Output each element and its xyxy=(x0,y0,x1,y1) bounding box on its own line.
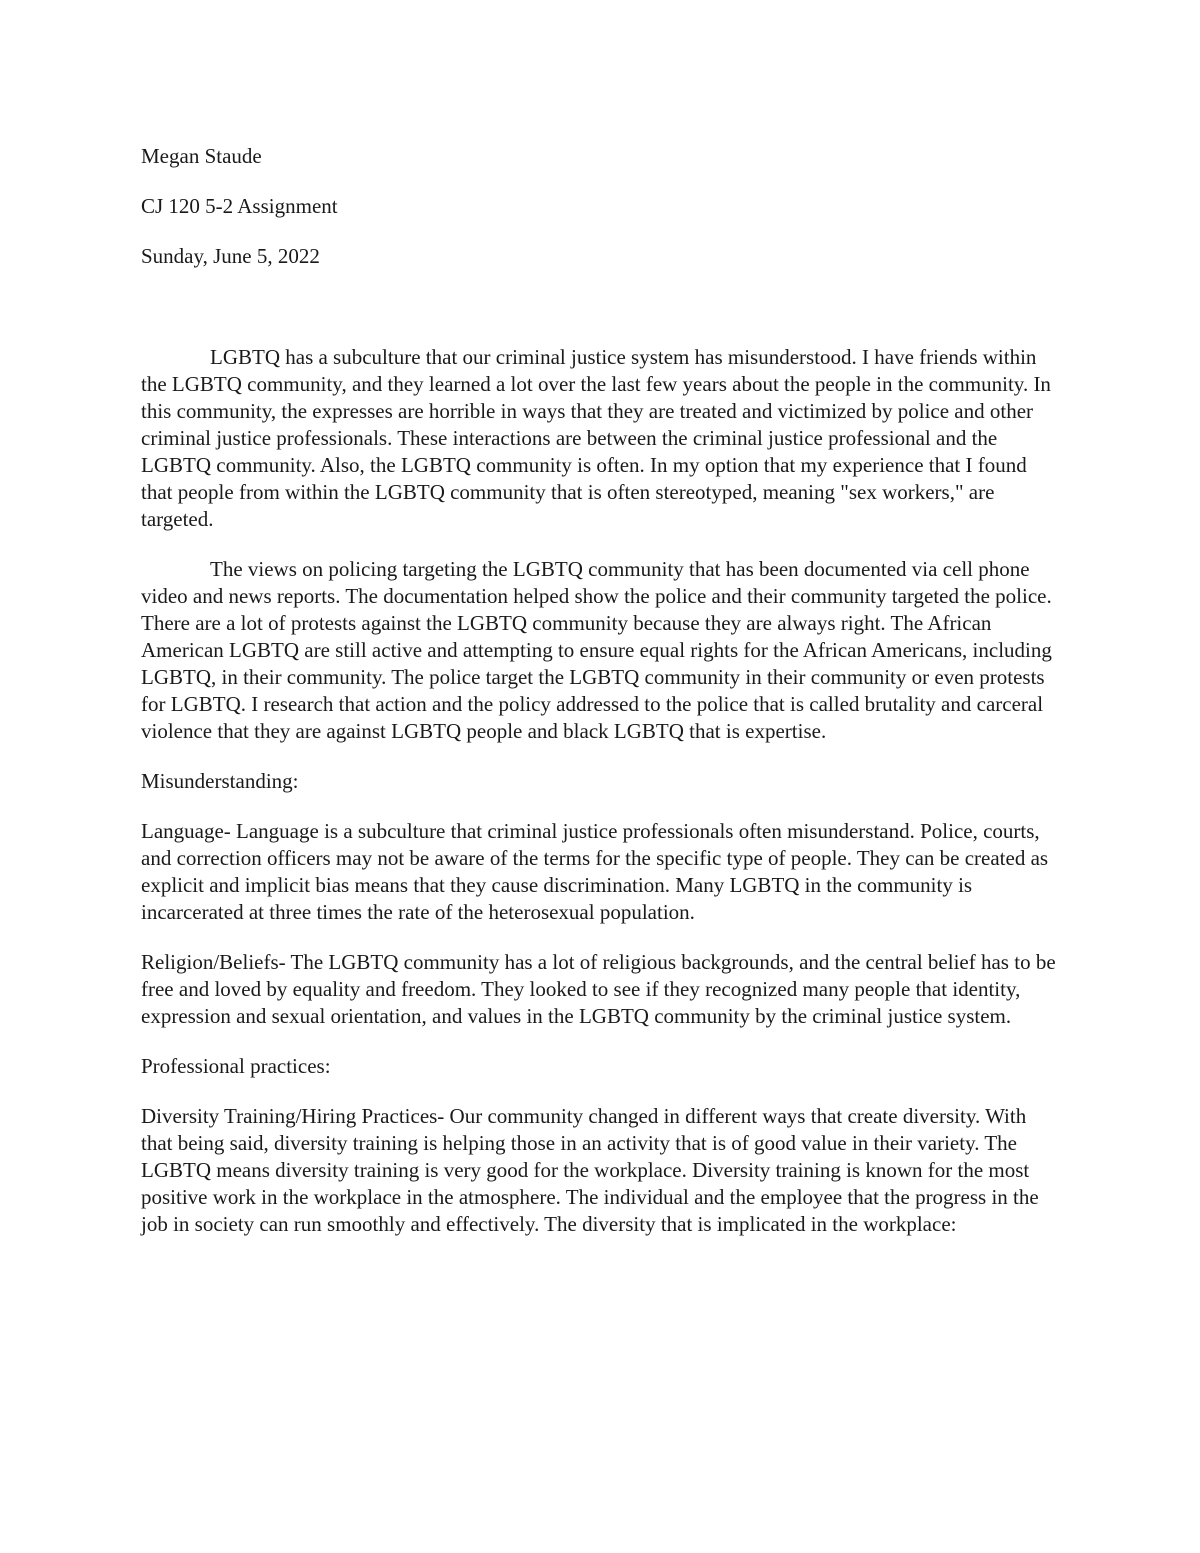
document-body xyxy=(141,143,1061,1261)
document-date: Sunday, June 5, 2022 xyxy=(141,244,320,268)
header-spacer xyxy=(141,293,1061,344)
intro-paragraph: LGBTQ has a subculture that our criminal justice system has misunderstood. I have friends within the LGBTQ community, and they learned a lot over the last few years about the people in the community. In this community, the expresses are horrible in ways that they are treated and victimized by police and other criminal justice professionals. These interactions are between the criminal justice professional and the LGBTQ community. Also, the LGBTQ community is often. In my option that my experience that I found that people from within the LGBTQ community that is often stereotyped, meaning "sex workers," are targeted. xyxy=(141,345,1051,531)
language-paragraph: Language- Language is a subculture that criminal justice professionals often misunderstand. Police, courts, and correction officers may not be aware of the terms for the specific type of people. They can be created as explicit and implicit bias means that they cause discrimination. Many LGBTQ in the community is incarcerated at three times the rate of the heterosexual population. xyxy=(141,819,1049,924)
diversity-paragraph: Diversity Training/Hiring Practices- Our community changed in different ways that create diversity. With that being said, diversity training is helping those in an activity that is of good value in their variety. The LGBTQ means diversity training is very good for the workplace. Diversity training is known for the most positive work in the workplace in the atmosphere. The individual and the employee that the progress in the job in society can run smoothly and effectively. The diversity that is implicated in the workplace: xyxy=(141,1104,1039,1236)
religion-paragraph: Religion/Beliefs- The LGBTQ community has a lot of religious backgrounds, and the central belief has to be free and loved by equality and freedom. They looked to see if they recognized many people that identity, expression and sexual orientation, and values in the LGBTQ community by the criminal justice system. xyxy=(141,950,1056,1028)
course-title: CJ 120 5-2 Assignment xyxy=(141,194,338,218)
author-name: Megan Staude xyxy=(141,144,262,168)
misunderstanding-heading: Misunderstanding: xyxy=(141,769,299,793)
views-paragraph: The views on policing targeting the LGBTQ community that has been documented via cell phone video and news reports. The documentation helped show the police and their community targeted the police. There are a lot of protests against the LGBTQ community because they are always right. The African American LGBTQ are still active and attempting to ensure equal rights for the African Americans, including LGBTQ, in their community. The police target the LGBTQ community in their community or even protests for LGBTQ. I research that action and the policy addressed to the police that is called brutality and carceral violence that they are against LGBTQ people and black LGBTQ that is expertise. xyxy=(141,557,1052,743)
practices-heading: Professional practices: xyxy=(141,1054,331,1078)
